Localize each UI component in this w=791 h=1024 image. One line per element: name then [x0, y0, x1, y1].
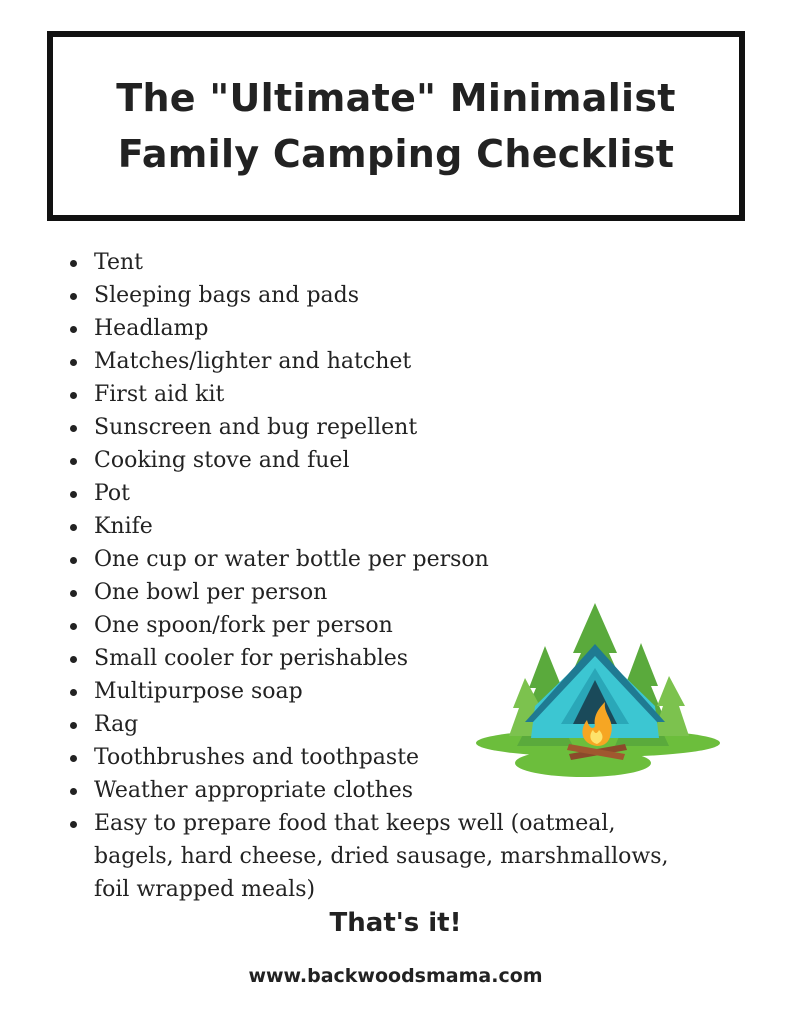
- checklist-item: Multipurpose soap: [50, 675, 690, 708]
- closing-text: That's it!: [329, 908, 462, 938]
- checklist-item: Toothbrushes and toothpaste: [50, 741, 690, 774]
- checklist-item: First aid kit: [50, 378, 690, 411]
- checklist-item: Matches/lighter and hatchet: [50, 345, 690, 378]
- checklist-item: Small cooler for perishables: [50, 642, 690, 675]
- checklist: [50, 246, 690, 906]
- checklist-item: Tent: [50, 246, 690, 279]
- checklist-item: One cup or water bottle per person: [50, 543, 690, 576]
- checklist-item: Sunscreen and bug repellent: [50, 411, 690, 444]
- checklist-item: Weather appropriate clothes: [50, 774, 690, 807]
- checklist-item: Headlamp: [50, 312, 690, 345]
- website-link[interactable]: www.backwoodsmama.com: [248, 965, 543, 987]
- checklist-item: Easy to prepare food that keeps well (oatmeal, bagels, hard cheese, dried sausage, marshmallows, foil wrapped meals): [50, 807, 690, 906]
- page-title-line-2: Family Camping Checklist: [117, 132, 675, 176]
- pine-tree-right-far: [653, 676, 689, 736]
- checklist-item: One bowl per person: [50, 576, 690, 609]
- checklist-item: Cooking stove and fuel: [50, 444, 690, 477]
- checklist-item: Pot: [50, 477, 690, 510]
- checklist-item: Knife: [50, 510, 690, 543]
- checklist-item: One spoon/fork per person: [50, 609, 690, 642]
- checklist-item: Sleeping bags and pads: [50, 279, 690, 312]
- checklist-item: Rag: [50, 708, 690, 741]
- page-title-line-1: The "Ultimate" Minimalist: [116, 76, 676, 120]
- tent-campfire-icon: [473, 598, 723, 783]
- title-box: [47, 31, 745, 221]
